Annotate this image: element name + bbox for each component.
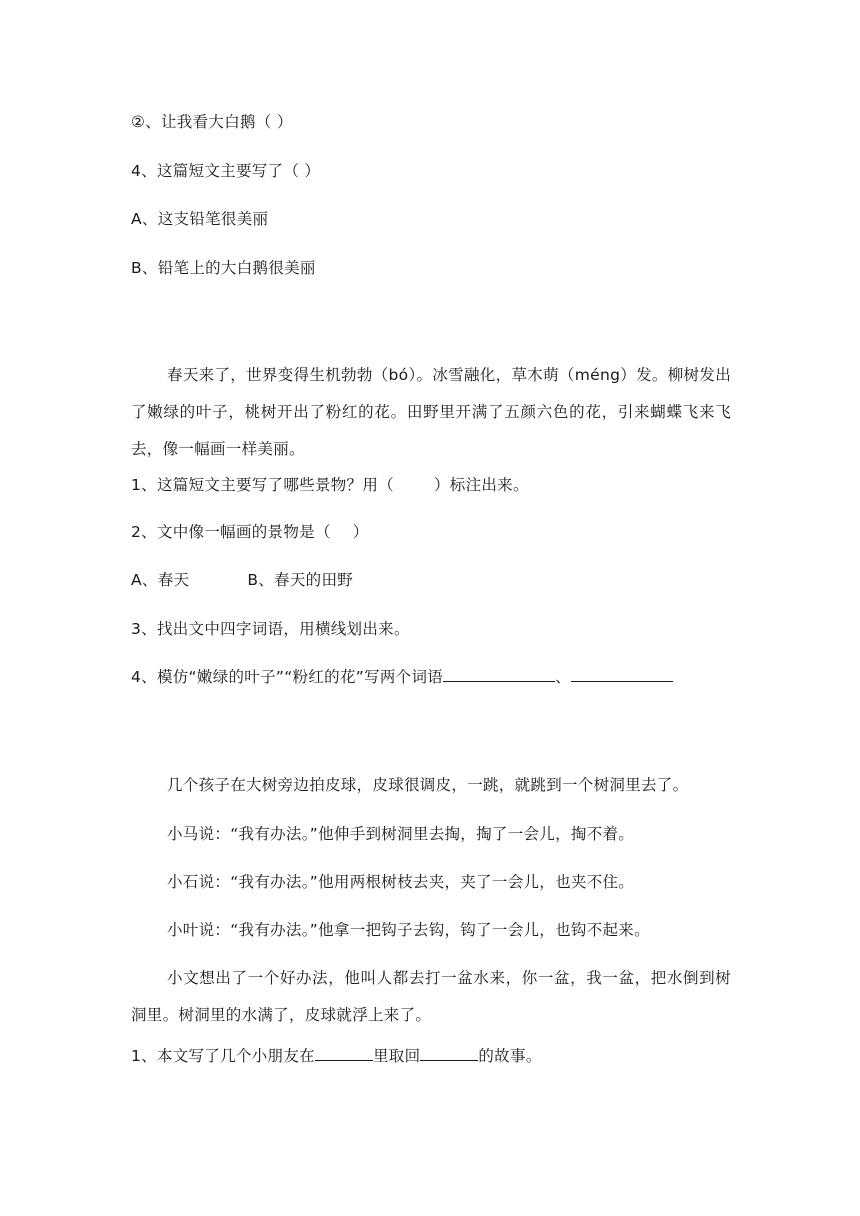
answer-blank-place[interactable] xyxy=(315,1046,373,1061)
answer-blank-2[interactable] xyxy=(571,667,673,682)
option-a: A、这支铅笔很美丽 xyxy=(131,210,269,228)
question-4: 4、这篇短文主要写了（ ） xyxy=(131,162,321,180)
option-b: B、铅笔上的大白鹅很美丽 xyxy=(131,259,316,277)
question-1-text: 1、这篇短文主要写了哪些景物？用（ xyxy=(131,476,394,494)
blank-separator: 、 xyxy=(555,668,571,686)
question-2-text: 2、文中像一幅画的景物是（ xyxy=(131,523,331,541)
answer-blank-object[interactable] xyxy=(420,1046,478,1061)
story-paragraph-3: 小石说：“我有办法。”他用两根树枝去夹，夹了一会儿，也夹不住。 xyxy=(167,873,635,891)
option-b: B、春天的田野 xyxy=(247,571,354,589)
answer-blank-1[interactable] xyxy=(443,667,555,682)
question-1-text-end: ）标注出来。 xyxy=(433,476,529,494)
option-a: A、春天 xyxy=(131,571,190,589)
question-2 xyxy=(131,522,369,542)
story-paragraph-2: 小马说：“我有办法。”他伸手到树洞里去掏，掏了一会儿，掏不着。 xyxy=(167,825,635,843)
story-question-1-mid: 里取回 xyxy=(372,1047,421,1065)
question-2-close: ） xyxy=(352,523,369,541)
story-question-1-text: 1、本文写了几个小朋友在 xyxy=(131,1047,315,1065)
story-paragraph-4: 小叶说：“我有办法。”他拿一把钩子去钩，钩了一会儿，也钩不起来。 xyxy=(167,921,650,939)
story-question-1-end: 的故事。 xyxy=(478,1047,542,1065)
question-1 xyxy=(131,475,529,495)
story-paragraph-5: 小文想出了一个好办法，他叫人都去打一盆水来，你一盆，我一盆，把水倒到树洞里。树洞里的水满了，皮球就浮上来了。 xyxy=(131,969,731,1024)
story-question-1 xyxy=(131,1046,542,1066)
question-4-text: 4、模仿“嫩绿的叶子”“粉红的花”写两个词语 xyxy=(131,668,444,686)
item-2-text: ②、让我看大白鹅（ ） xyxy=(131,113,293,131)
question-3: 3、找出文中四字词语，用横线划出来。 xyxy=(131,620,410,638)
story-paragraph-1: 几个孩子在大树旁边拍皮球，皮球很调皮，一跳，就跳到一个树洞里去了。 xyxy=(167,776,689,794)
spring-passage: 春天来了，世界变得生机勃勃（bó）。冰雪融化，草木萌（méng）发。柳树发出了嫩绿的叶子，桃树开出了粉红的花。田野里开满了五颜六色的花，引来蝴蝶飞来飞去，像一幅画一样美丽。 xyxy=(131,366,731,458)
question-2-options xyxy=(131,570,353,590)
question-4-imitate xyxy=(131,667,673,687)
